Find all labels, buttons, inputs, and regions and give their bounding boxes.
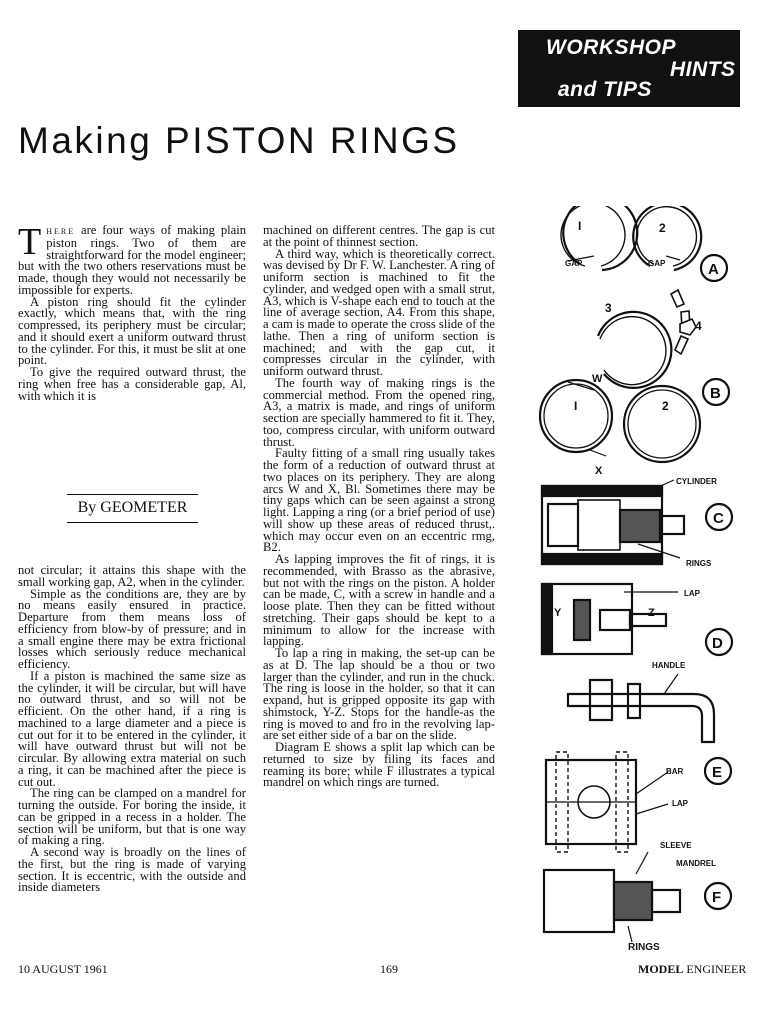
paragraph: machined on different centres. The gap is cut at the point of thinnest section. bbox=[263, 223, 495, 249]
ring-2 bbox=[633, 206, 701, 270]
ring-b2 bbox=[624, 386, 700, 462]
ring-label-2: 2 bbox=[659, 221, 666, 235]
paragraph: If a piston is machined the same size as the cylinder, it will be circular, but will have no outward thrust, and so will not be efficient. On the other hand, if a ring is machined to a large diameter and a piece is cut out for it to be entered in the cylinder, it will have outward thrust but will not be circular. By allowing extra material on such a ring, it can be machined after the piece is cut out. bbox=[18, 668, 246, 789]
strut-v bbox=[680, 319, 696, 335]
column-1-top bbox=[18, 221, 246, 403]
paragraph: The fourth way of making rings is the commercial method. From the opened ring, A3, a matrix is made, and rings of uniform section are specially hammered to fit it. They, too, compress circular, with uniform outward thrust. bbox=[263, 375, 495, 449]
sleeve-label: SLEEVE bbox=[660, 841, 692, 850]
figure-label-f: F bbox=[712, 889, 722, 906]
ring-label-1: I bbox=[578, 219, 582, 233]
byline: By GEOMETER bbox=[67, 494, 198, 523]
cylinder-label: CYLINDER bbox=[676, 477, 717, 486]
paragraph: not circular; it attains this shape with the small working gap, A2, when in the cylinder. bbox=[18, 563, 246, 589]
ring-b2-label: 2 bbox=[662, 399, 669, 413]
ring-1-inner bbox=[561, 206, 625, 266]
paragraph: The ring can be clamped on a mandrel for turning the outside. For boring the inside, it can be gripped in a recess in a holder. The section will be uniform, but that is one way of making a ring. bbox=[18, 786, 246, 848]
column-2 bbox=[263, 225, 495, 789]
badge-line-2: HINTS bbox=[670, 58, 736, 81]
piston-ring-diagrams bbox=[528, 206, 762, 960]
ring-b1-label: I bbox=[574, 399, 578, 413]
badge-line-1: WORKSHOP bbox=[546, 36, 676, 59]
diagram-e bbox=[546, 752, 731, 852]
paragraph: Diagram E shows a split lap which can be returned to size by filing its faces and reaming its bore; while F illustrates a typical mandrel on which rings are turned. bbox=[263, 740, 495, 790]
page-number: 169 bbox=[380, 962, 398, 976]
lap-d-label: LAP bbox=[684, 589, 700, 598]
paragraph: A third way, which is theoretically correct. was devised by Dr F. W. Lanchester. A ring of uniform section is machined to fit the cylinder, and wedged open with a small strut, A3, which is V-shape each end to touch at the line of average section, A4. From this shape, a cam is made to operate the cross slide of the lathe. Then a ring of uniform section is machined; and with the gap cut, it compresses circular in the cylinder, with uniform outward thrust. bbox=[263, 246, 495, 378]
diagram-d bbox=[542, 584, 732, 655]
magazine-name-bold: MODEL bbox=[638, 962, 684, 976]
lap-e-label: LAP bbox=[672, 799, 688, 808]
arc-x-label: X bbox=[595, 465, 603, 477]
ring-label-4: 4 bbox=[695, 319, 702, 333]
footer-date: 10 AUGUST 1961 bbox=[18, 962, 108, 976]
diagram-a bbox=[561, 206, 727, 388]
paragraph-text: are four ways of making plain piston rings. Two of them are straightforward for the model engineer; but with the two others reservations must be made, though they would not necessarily be impossible for experts. bbox=[18, 223, 246, 297]
badge-line-3: and TIPS bbox=[558, 78, 652, 101]
gap-label-right: GAP bbox=[648, 259, 666, 268]
handle-drawing bbox=[568, 674, 714, 742]
ring-3-inner bbox=[600, 317, 666, 385]
workshop-hints-badge bbox=[518, 30, 740, 107]
diagram-c bbox=[542, 480, 732, 564]
bar-label: BAR bbox=[666, 767, 684, 776]
figure-label-a: A bbox=[708, 261, 719, 278]
paragraph: A second way is broadly on the lines of the first, but the ring is made of varying section. It is eccentric, with the outside and inside diameters bbox=[18, 845, 246, 895]
shim-y-label: Y bbox=[554, 607, 562, 619]
lead-in: here bbox=[46, 225, 76, 237]
paragraph: A piston ring should fit the cylinder exactly, which means that, with the ring compressed, its periphery must be circular; and it should exert a uniform outward thrust to the cylinder. For this, it must be slit at one point. bbox=[18, 294, 246, 368]
paragraph: As lapping improves the fit of rings, it is recommended, with Brasso as the abrasive, but not with the rings on the piston. A holder can be made, C, with a screw in handle and a loose plate. Then they can be fitted without stretching. Their gaps should be kept to a minimum to allow for the increase with lapping. bbox=[263, 552, 495, 649]
ring-b1 bbox=[540, 380, 612, 452]
figure-label-e: E bbox=[712, 764, 723, 781]
paragraph: To lap a ring in making, the set-up can be as at D. The lap should be a thou or two larger than the cylinder, and run in the chuck. The ring is loose in the holder, so that it can expand, hut is gripped opposite its gap with shimstock, Y-Z. Stops for the handle-as the ring is moved to and fro in the revolving lap-are set either side of a bar on the slide. bbox=[263, 646, 495, 743]
mandrel-body bbox=[544, 870, 614, 932]
figure-label-c: C bbox=[713, 510, 724, 527]
ring-label-3: 3 bbox=[605, 301, 612, 315]
paragraph: Faulty fitting of a small ring usually takes the form of a reduction of outward thrust at two places on its periphery. They are along arcs W and X, Bl. Sometimes there may be tiny gaps which can be seen against a strong light. Lapping a ring (or a brief period of use) will show up these areas of reduced thrust,. which may occur even on an eccentric rmg, B2. bbox=[263, 446, 495, 555]
shim-z-label: Z bbox=[648, 607, 655, 619]
ring-2-inner bbox=[636, 207, 696, 266]
handle-label: HANDLE bbox=[652, 661, 686, 670]
magazine-name bbox=[638, 962, 746, 977]
paragraph: To give the required outward thrust, the ring when free has a considerable gap, Al, with which it is bbox=[18, 365, 246, 403]
article-title: Making PISTON RINGS bbox=[18, 120, 460, 161]
figure-label-d: D bbox=[712, 635, 723, 652]
column-1-bottom bbox=[18, 565, 246, 894]
gap-label-left: GAP bbox=[565, 259, 583, 268]
diagram-b bbox=[540, 379, 729, 462]
paragraph bbox=[18, 221, 246, 297]
rings-c-label: RINGS bbox=[686, 559, 712, 568]
magazine-name-rest: ENGINEER bbox=[686, 962, 747, 976]
rings-f-label: RINGS bbox=[628, 942, 660, 953]
drop-cap: T bbox=[18, 221, 42, 263]
paragraph: Simple as the conditions are, they are by no means easily ensured in practice. Departure from them means loss of efficiency from blow-by of pressure; and in a small engine there may be extra frictional losses which seriously reduce mechanical efficiency. bbox=[18, 586, 246, 671]
arc-w-label: W bbox=[592, 373, 603, 385]
figure-label-b: B bbox=[710, 385, 721, 402]
mandrel-label: MANDREL bbox=[676, 859, 716, 868]
